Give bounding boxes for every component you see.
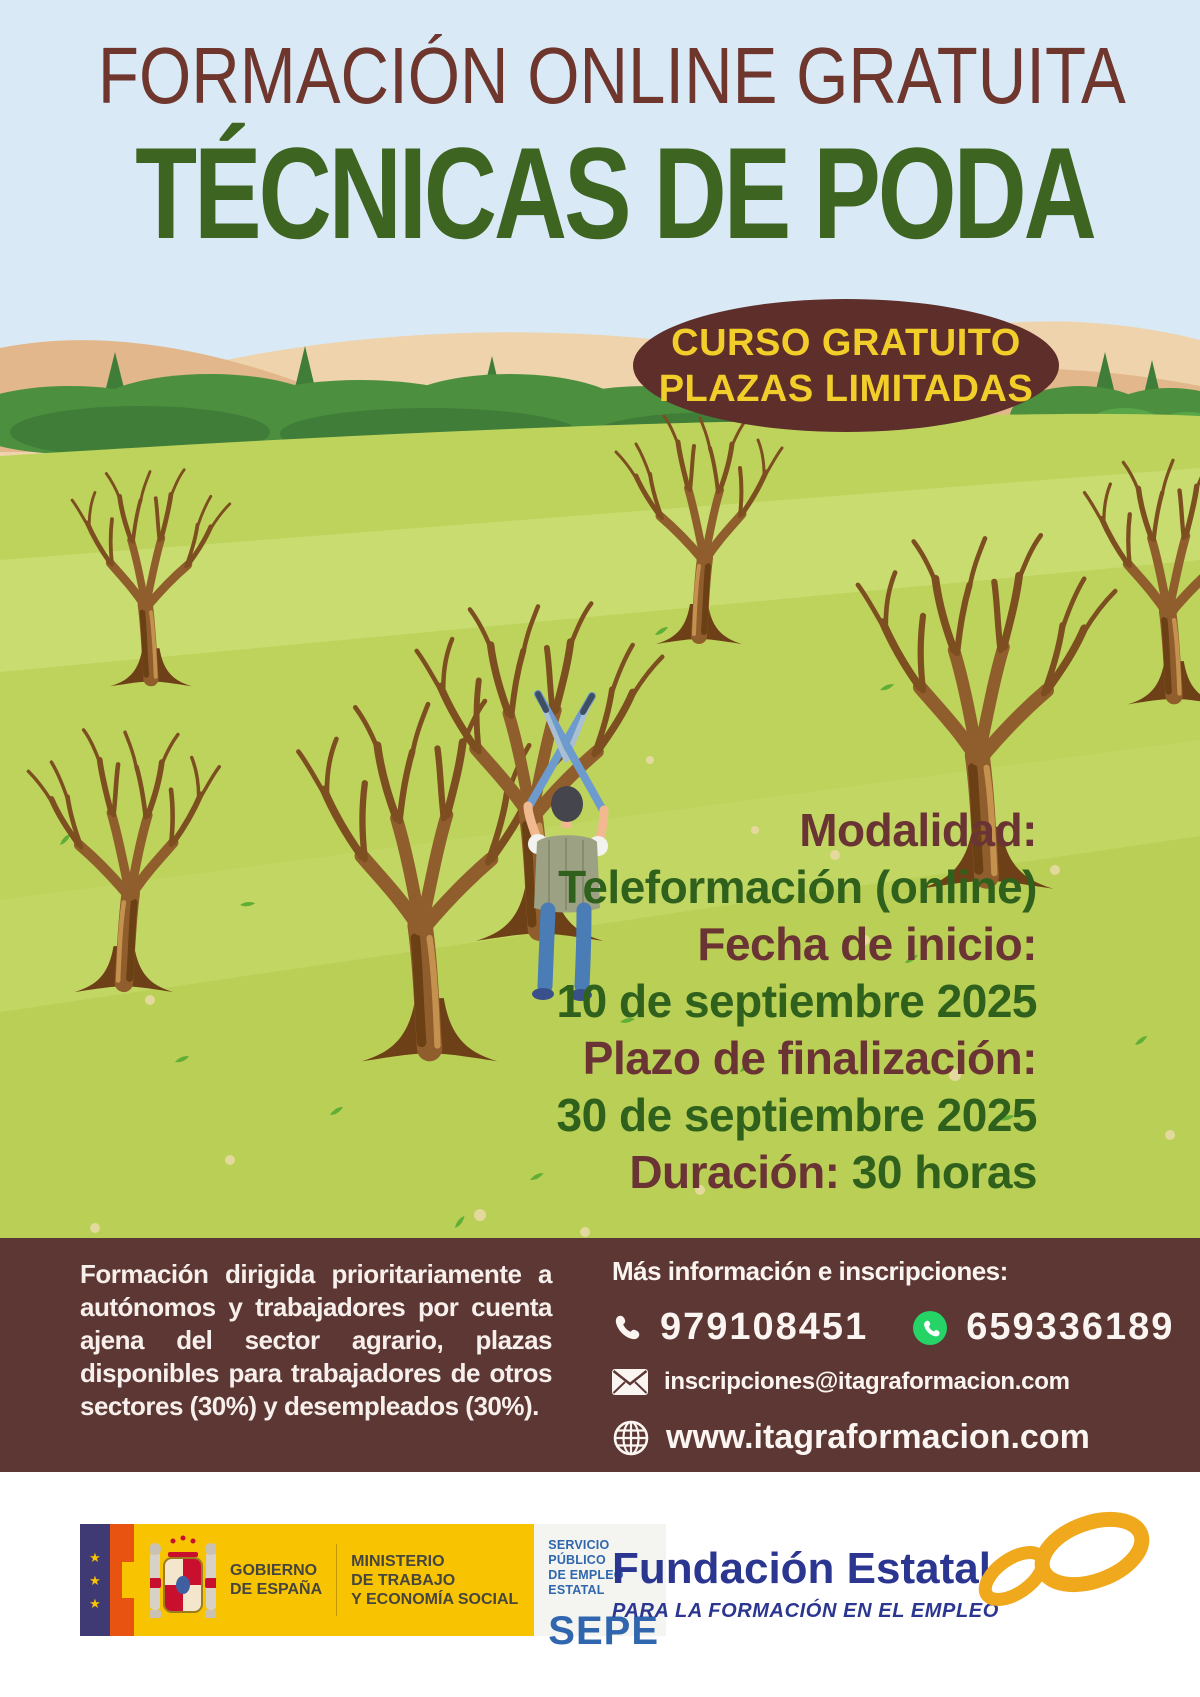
eu-star-icon: ★: [89, 1549, 101, 1565]
whatsapp-number: 659336189: [966, 1306, 1175, 1348]
ministerio-line-2: DE TRABAJO: [351, 1571, 456, 1589]
badge-line-1: CURSO GRATUITO: [671, 321, 1021, 364]
badge-line-2: PLAZAS LIMITADAS: [658, 367, 1034, 410]
modalidad-label: Modalidad:: [799, 804, 1037, 856]
gobierno-label: [230, 1561, 322, 1599]
super-title: [0, 30, 1200, 122]
gobierno-espana-logo: [80, 1524, 666, 1653]
super-title-text: FORMACIÓN ONLINE GRATUITA: [97, 31, 1126, 120]
whatsapp-icon: [912, 1310, 948, 1346]
duracion-value: 30 horas: [851, 1146, 1037, 1198]
fundacion-estatal-subtitle: PARA LA FORMACIÓN EN EL EMPLEO: [612, 1600, 999, 1622]
ministerio-line-3: Y ECONOMÍA SOCIAL: [351, 1590, 519, 1608]
modalidad-value: Teleformación (online): [558, 861, 1037, 913]
audience-paragraph: Formación dirigida prioritariamente a autónomos y trabajadores por cuenta ajena del sector agrario, plazas disponibles para trabajadores de otros sectores (30%) y desempleados (30%).: [80, 1259, 552, 1421]
sepe-service-line-2: DE EMPLEO ESTATAL: [548, 1568, 624, 1597]
fecha-inicio-label: Fecha de inicio:: [697, 918, 1037, 970]
page-title-text: TÉCNICAS DE PODA: [135, 120, 1094, 266]
page-title: [0, 118, 1200, 268]
duracion-label: Duración:: [629, 1146, 840, 1198]
fundacion-infinity-icon: [962, 1500, 1162, 1625]
email-icon: [612, 1369, 648, 1395]
email-address: inscripciones@itagraformacion.com: [664, 1368, 1070, 1395]
gobierno-line-1: GOBIERNO: [230, 1562, 318, 1579]
spain-coat-of-arms-icon: [150, 1534, 216, 1626]
eu-flag-strip: [80, 1524, 110, 1636]
ministerio-line-1: MINISTERIO: [351, 1552, 445, 1570]
phone-number: 979108451: [660, 1306, 869, 1348]
gov-divider: [336, 1544, 337, 1616]
gov-yellow-panel: [134, 1524, 534, 1636]
sepe-service-line-1: SERVICIO PÚBLICO: [548, 1538, 610, 1567]
web-row: [612, 1418, 1090, 1457]
email-row: [612, 1368, 1070, 1396]
phone-row: [612, 1306, 1174, 1349]
fecha-inicio-value: 10 de septiembre 2025: [556, 975, 1037, 1027]
course-details: [557, 802, 1037, 1201]
sepe-acronym: SEPE: [548, 1609, 660, 1653]
plazo-label: Plazo de finalización:: [582, 1032, 1037, 1084]
eu-star-icon: ★: [89, 1572, 101, 1588]
globe-icon: [612, 1419, 650, 1457]
free-course-badge: [633, 299, 1059, 432]
phone-icon: [612, 1313, 642, 1343]
gobierno-line-2: DE ESPAÑA: [230, 1581, 323, 1598]
eu-star-icon: ★: [89, 1595, 101, 1611]
contact-heading: Más información e inscripciones:: [612, 1256, 1008, 1286]
web-address: www.itagraformacion.com: [666, 1418, 1090, 1456]
duracion-line: [557, 1144, 1037, 1201]
plazo-value: 30 de septiembre 2025: [556, 1089, 1037, 1141]
flag-orange-tab: [110, 1524, 134, 1636]
ministerio-label: [351, 1552, 518, 1609]
fundacion-estatal-title: Fundación Estatal: [612, 1544, 991, 1593]
